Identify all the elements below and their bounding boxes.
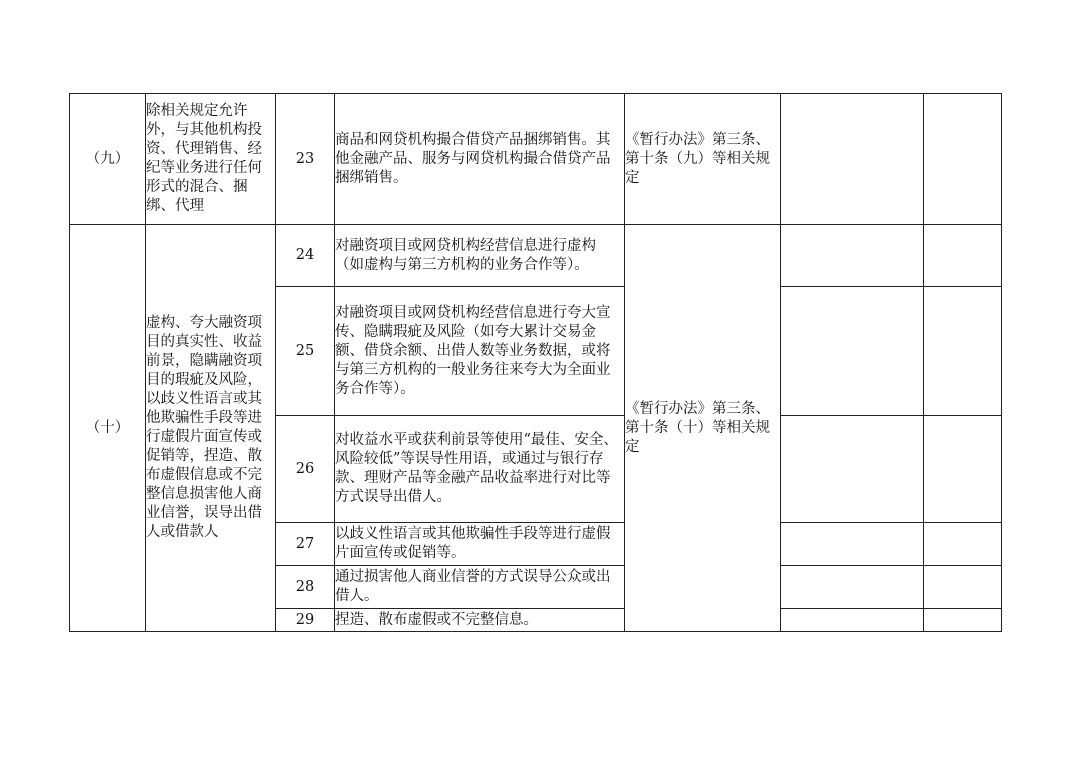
legal-basis: 《暂行办法》第三条、第十条（十）等相关规定 xyxy=(625,225,781,632)
section-label: （九） xyxy=(70,94,146,225)
empty-cell xyxy=(781,566,924,609)
item-number: 24 xyxy=(276,225,335,287)
empty-cell xyxy=(924,94,1002,225)
item-text: 捏造、散布虚假或不完整信息。 xyxy=(335,609,625,632)
empty-cell xyxy=(924,609,1002,632)
table-row xyxy=(70,225,1002,287)
empty-cell xyxy=(781,609,924,632)
item-text: 对融资项目或网贷机构经营信息进行虚构（如虚构与第三方机构的业务合作等）。 xyxy=(335,225,625,287)
item-number: 25 xyxy=(276,287,335,416)
violation-description: 虚构、夸大融资项目的真实性、收益前景，隐瞒融资项目的瑕疵及风险，以歧义性语言或其他欺骗性手段等进行虚假片面宣传或促销等，捏造、散布虚假信息或不完整信息损害他人商业信誉，误导出借人或借款人 xyxy=(146,225,276,632)
empty-cell xyxy=(781,225,924,287)
empty-cell xyxy=(924,225,1002,287)
empty-cell xyxy=(924,523,1002,566)
empty-cell xyxy=(781,287,924,416)
empty-cell xyxy=(781,523,924,566)
empty-cell xyxy=(924,566,1002,609)
table-row xyxy=(70,94,1002,225)
item-number: 29 xyxy=(276,609,335,632)
empty-cell xyxy=(924,416,1002,523)
item-text: 对收益水平或获利前景等使用“最佳、安全、风险较低”等误导性用语，或通过与银行存款、理财产品等金融产品收益率进行对比等方式误导出借人。 xyxy=(335,416,625,523)
regulation-table xyxy=(69,93,1002,632)
item-number: 23 xyxy=(276,94,335,225)
empty-cell xyxy=(924,287,1002,416)
section-label: （十） xyxy=(70,225,146,632)
item-text: 商品和网贷机构撮合借贷产品捆绑销售。其他金融产品、服务与网贷机构撮合借贷产品捆绑销售。 xyxy=(335,94,625,225)
legal-basis: 《暂行办法》第三条、第十条（九）等相关规定 xyxy=(625,94,781,225)
item-number: 27 xyxy=(276,523,335,566)
item-text: 以歧义性语言或其他欺骗性手段等进行虚假片面宣传或促销等。 xyxy=(335,523,625,566)
empty-cell xyxy=(781,94,924,225)
item-number: 28 xyxy=(276,566,335,609)
empty-cell xyxy=(781,416,924,523)
item-number: 26 xyxy=(276,416,335,523)
item-text: 通过损害他人商业信誉的方式误导公众或出借人。 xyxy=(335,566,625,609)
item-text: 对融资项目或网贷机构经营信息进行夸大宣传、隐瞒瑕疵及风险（如夸大累计交易金额、借贷余额、出借人数等业务数据，或将与第三方机构的一般业务往来夸大为全面业务合作等）。 xyxy=(335,287,625,416)
violation-description: 除相关规定允许外，与其他机构投资、代理销售、经纪等业务进行任何形式的混合、捆绑、代理 xyxy=(146,94,276,225)
